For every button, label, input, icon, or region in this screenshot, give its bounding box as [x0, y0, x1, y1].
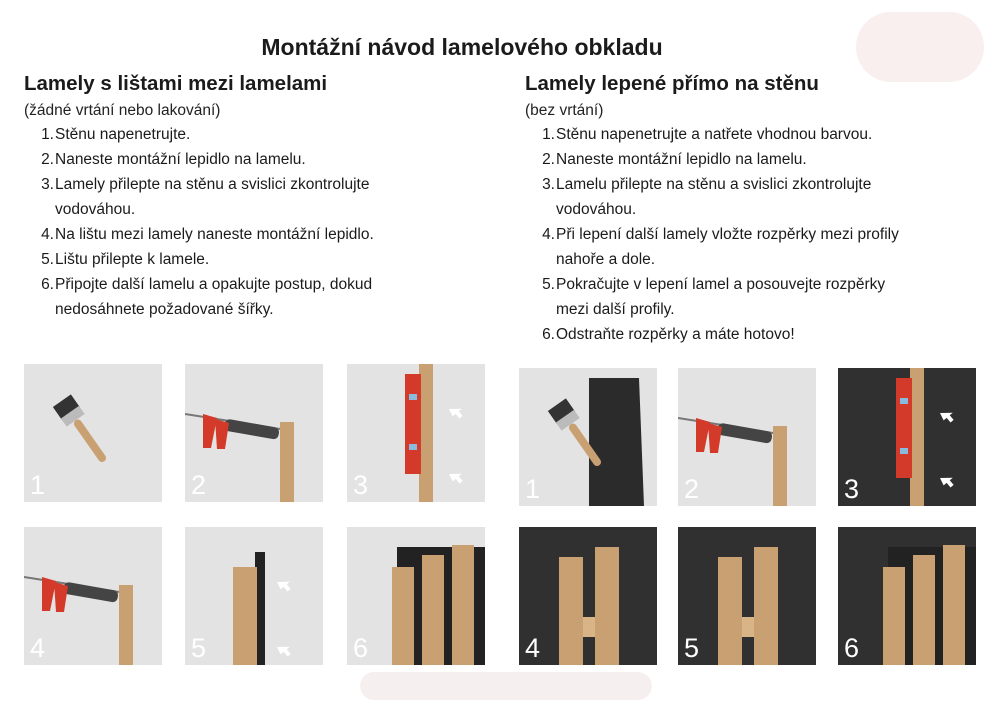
step-text: Stěnu napenetrujte a natřete vhodnou barvou. — [556, 126, 873, 143]
right-step-5 — [525, 272, 899, 322]
step-number: 1. — [41, 126, 54, 143]
left-step-4 — [24, 222, 374, 247]
left-step-1 — [24, 122, 374, 147]
left-step-image-2 — [185, 364, 323, 502]
step-text: Lamelu přilepte na stěnu a svislici zkontrolujte vodováhou. — [556, 176, 872, 218]
step-text: Odstraňte rozpěrky a máte hotovo! — [556, 326, 795, 343]
step-image-number: 2 — [684, 474, 700, 504]
left-step-image-5 — [185, 527, 323, 665]
step-number: 6. — [41, 276, 54, 293]
step-image-number: 1 — [30, 470, 46, 500]
right-step-image-1 — [519, 368, 657, 506]
step-text: Při lepení další lamely vložte rozpěrky mezi profily nahoře a dole. — [556, 226, 899, 268]
step-image-number: 5 — [191, 633, 207, 663]
right-step-image-4 — [519, 527, 657, 665]
right-step-3 — [525, 172, 899, 222]
step-number: 2. — [41, 151, 54, 168]
right-step-1 — [525, 122, 899, 147]
step-image-number: 4 — [525, 633, 541, 663]
right-step-image-3 — [838, 368, 976, 506]
left-heading: Lamely s lištami mezi lamelami — [24, 72, 328, 95]
left-step-image-6 — [347, 527, 485, 665]
left-note: (žádné vrtání nebo lakování) — [24, 102, 221, 119]
step-number: 2. — [542, 151, 555, 168]
step-text: Lištu přilepte k lamele. — [55, 251, 210, 268]
step-text: Připojte další lamelu a opakujte postup, dokud nedosáhnete požadované šířky. — [55, 276, 373, 318]
step-text: Stěnu napenetrujte. — [55, 126, 191, 143]
step-image-number: 3 — [844, 474, 860, 504]
step-image-number: 5 — [684, 633, 700, 663]
step-number: 5. — [542, 276, 555, 293]
step-image-number: 3 — [353, 470, 369, 500]
step-number: 6. — [542, 326, 555, 343]
step-text: Naneste montážní lepidlo na lamelu. — [55, 151, 306, 168]
step-number: 5. — [41, 251, 54, 268]
step-number: 1. — [542, 126, 555, 143]
right-column — [525, 70, 899, 347]
left-step-image-4 — [24, 527, 162, 665]
left-step-5 — [24, 247, 374, 272]
step-text: Lamely přilepte na stěnu a svislici zkontrolujte vodováhou. — [55, 176, 370, 218]
step-number: 3. — [41, 176, 54, 193]
left-step-6 — [24, 272, 374, 322]
step-image-number: 6 — [844, 633, 860, 663]
right-heading: Lamely lepené přímo na stěnu — [525, 72, 819, 95]
right-note: (bez vrtání) — [525, 102, 604, 119]
right-step-image-6 — [838, 527, 976, 665]
step-image-number: 6 — [353, 633, 369, 663]
step-number: 4. — [41, 226, 54, 243]
step-number: 3. — [542, 176, 555, 193]
step-image-number: 4 — [30, 633, 46, 663]
right-step-6 — [525, 322, 899, 347]
smudge-decoration — [360, 672, 652, 700]
right-step-image-5 — [678, 527, 816, 665]
right-steps-list — [525, 122, 899, 347]
left-steps-list — [24, 122, 374, 322]
left-step-3 — [24, 172, 374, 222]
left-step-image-3 — [347, 364, 485, 502]
step-image-number: 2 — [191, 470, 207, 500]
step-text: Na lištu mezi lamely naneste montážní lepidlo. — [55, 226, 374, 243]
right-step-2 — [525, 147, 899, 172]
right-step-4 — [525, 222, 899, 272]
step-number: 4. — [542, 226, 555, 243]
page-title: Montážní návod lamelového obkladu — [261, 34, 663, 60]
step-image-number: 1 — [525, 474, 541, 504]
step-text: Pokračujte v lepení lamel a posouvejte rozpěrky mezi další profily. — [556, 276, 886, 318]
left-column — [24, 70, 374, 322]
left-step-2 — [24, 147, 374, 172]
left-step-image-1 — [24, 364, 162, 502]
right-step-image-2 — [678, 368, 816, 506]
step-text: Naneste montážní lepidlo na lamelu. — [556, 151, 807, 168]
